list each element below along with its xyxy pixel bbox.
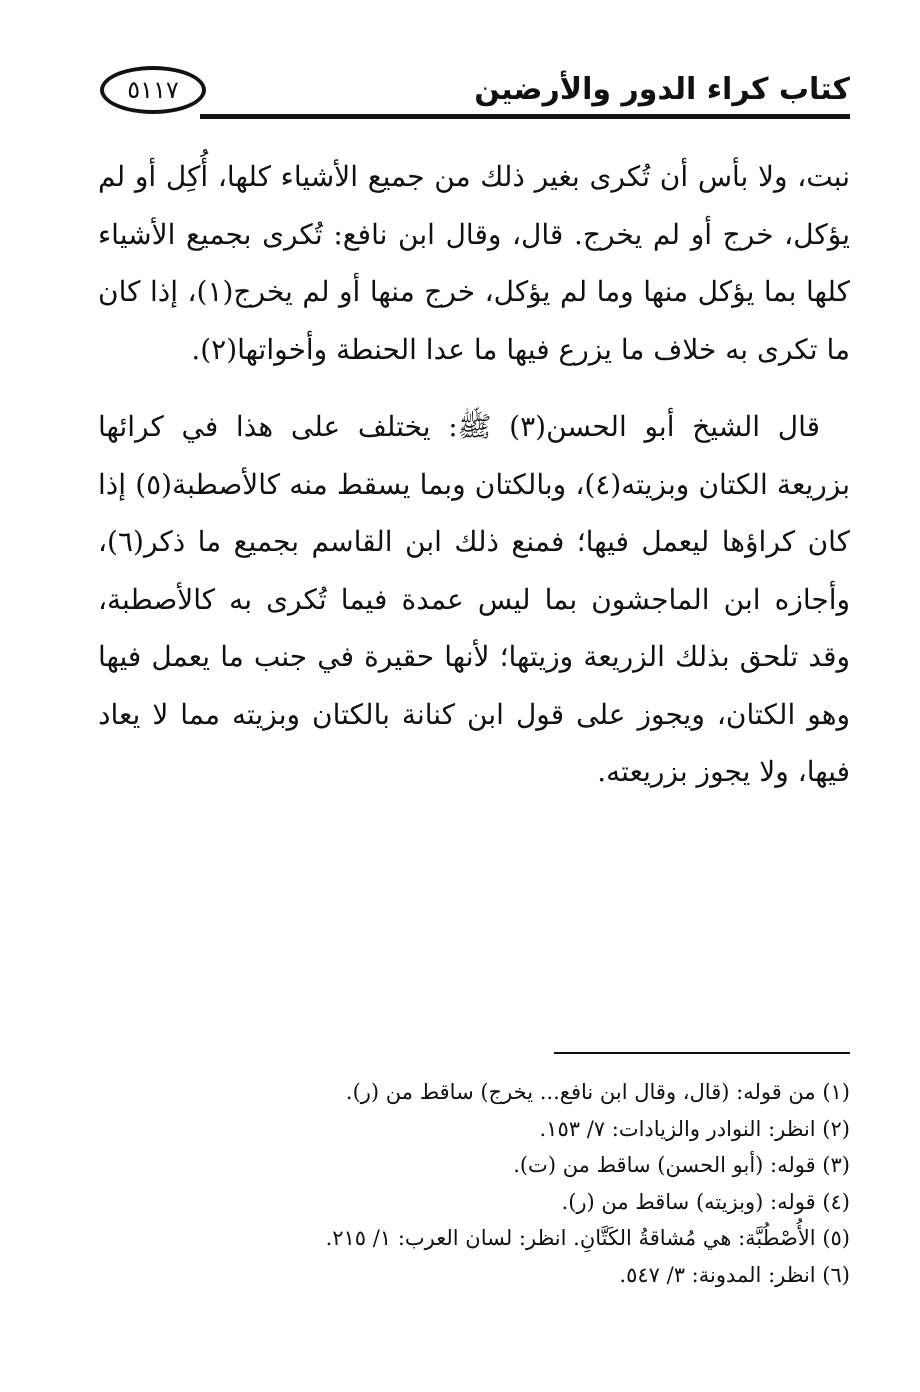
main-text <box>98 148 850 801</box>
footnote-5: (٥) الأُصْطُبَّة: هي مُشاقةُ الكَتَّانِ. انظر: لسان العرب: ١/ ٢١٥. <box>325 1226 850 1250</box>
page-number-badge: ٥١١٧ <box>100 66 206 114</box>
footnote-6: (٦) انظر: المدونة: ٣/ ٥٤٧. <box>619 1262 850 1287</box>
paragraph-2: قال الشيخ أبو الحسن(٣) ﷺ: يختلف على هذا في كرائها بزريعة الكتان وبزيته(٤)، وبالكتان وبما يسقط منه كالأصطبة(٥) إذا كان كراؤها ليعمل فيها؛ فمنع ذلك ابن القاسم بجميع ما ذكر(٦)، وأجازه ابن الماجشون بما ليس عمدة فيما تُكرى به كالأصطبة، وقد تلحق بذلك الزريعة وزيتها؛ لأنها حقيرة في جنب ما يعمل فيها وهو الكتان، ويجوز على قول ابن كنانة بالكتان وبزيته مما لا يعاد فيها، ولا يجوز بزريعته. <box>98 410 851 788</box>
header-rule <box>200 114 850 119</box>
footnote-1: (١) من قوله: (قال، وقال ابن نافع... يخرج) ساقط من (ر). <box>345 1080 850 1104</box>
footnote-3: (٣) قوله: (أبو الحسن) ساقط من (ت). <box>513 1153 850 1177</box>
footnote-divider <box>554 1052 850 1054</box>
footnotes <box>100 1074 850 1293</box>
paragraph-1: نبت، ولا بأس أن تُكرى بغير ذلك من جميع الأشياء كلها، أُكِل أو لم يؤكل، خرج أو لم يخرج. قال، وقال ابن نافع: تُكرى بجميع الأشياء كلها بما يؤكل منها وما لم يؤكل، خرج منها أو لم يخرج(١)، إذا كان ما تكرى به خلاف ما يزرع فيها ما عدا الحنطة وأخواتها(٢). <box>98 160 850 366</box>
footnote-2: (٢) انظر: النوادر والزيادات: ٧/ ١٥٣. <box>539 1116 850 1141</box>
book-title: كتاب كراء الدور والأرضين <box>474 72 850 107</box>
running-header <box>100 62 850 122</box>
footnote-4: (٤) قوله: (وبزيته) ساقط من (ر). <box>561 1189 850 1214</box>
